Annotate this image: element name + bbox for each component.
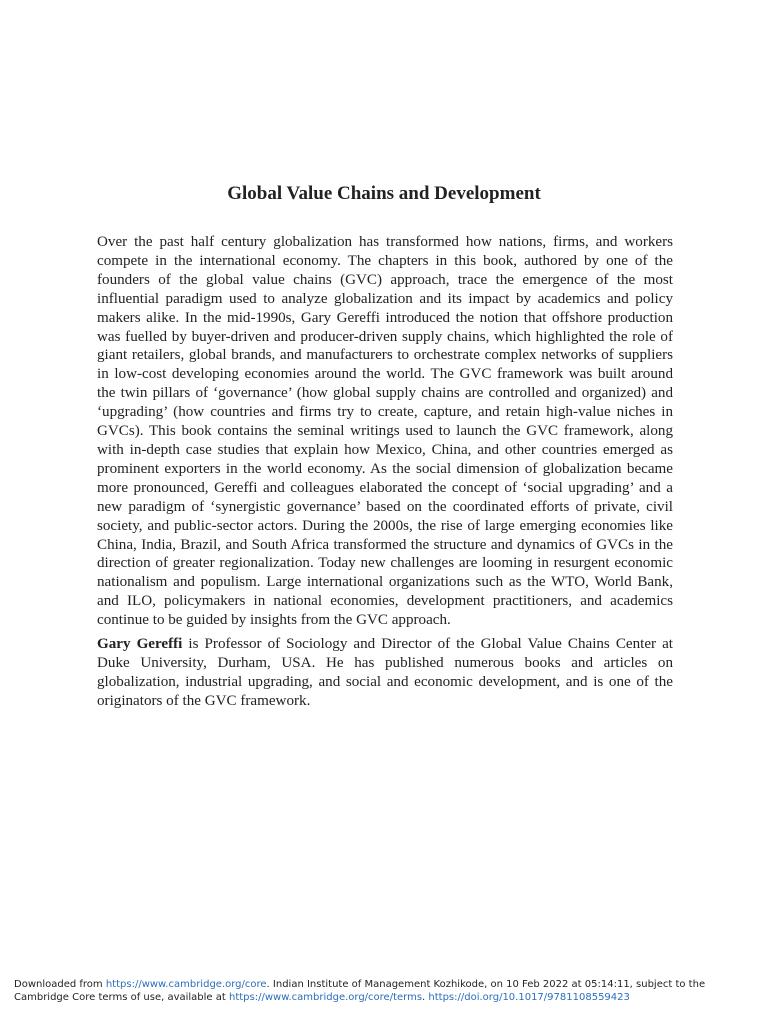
book-description-section xyxy=(97,233,673,716)
footer-terms-suffix: . xyxy=(422,992,429,1003)
footer-downloaded-suffix: . Indian Institute of Management Kozhikode, on 10 Feb 2022 at 05:14:11, subject to the xyxy=(266,979,706,990)
footer-terms-prefix: Cambridge Core terms of use, available at xyxy=(14,992,229,1003)
doi-link[interactable]: https://doi.org/10.1017/9781108559423 xyxy=(428,992,630,1003)
footer-downloaded-prefix: Downloaded from xyxy=(14,979,106,990)
page-title: Global Value Chains and Development xyxy=(227,183,541,204)
footer-line-1 xyxy=(14,978,759,991)
author-bio xyxy=(97,635,673,711)
download-footer xyxy=(14,978,759,1004)
author-bio-text: is Professor of Sociology and Director of the Global Value Chains Center at Duke University, Durham, USA. He has published numerous books and articles on globalization, industrial upgrading, and social and economic development, and is one of the originators of the GVC framework. xyxy=(97,636,673,709)
book-description: Over the past half century globalization has transformed how nations, firms, and workers compete in the international economy. The chapters in this book, authored by one of the founders of the global value chains (GVC) approach, trace the emergence of the most influential paradigm used to analyze globalization and its impact by academics and policy makers alike. In the mid-1990s, Gary Gereffi introduced the notion that offshore production was fuelled by buyer-driven and producer-driven supply chains, which highlighted the role of giant retailers, global brands, and manufacturers to orchestrate complex networks of suppliers in low-cost developing economies around the world. The GVC framework was built around the twin pillars of ‘governance’ (how global supply chains are controlled and organized) and ‘upgrading’ (how countries and firms try to create, capture, and retain high-value niches in GVCs). This book contains the seminal writings used to launch the GVC framework, along with in-depth case studies that explain how Mexico, China, and other countries emerged as prominent exporters in the world economy. As the social dimension of globalization became more pronounced, Gereffi and colleagues elaborated the concept of ‘social upgrading’ and a new paradigm of ‘synergistic governance’ based on the coordinated efforts of private, civil society, and public-sector actors. During the 2000s, the rise of large emerging economies like China, India, Brazil, and South Africa transformed the structure and dynamics of GVCs in the direction of greater regionalization. Today new challenges are looming in resurgent economic nationalism and populism. Large international organizations such as the WTO, World Bank, and ILO, policymakers in national economies, development practitioners, and academics continue to be guided by insights from the GVC approach. xyxy=(97,234,673,629)
terms-link[interactable]: https://www.cambridge.org/core/terms xyxy=(229,992,423,1003)
author-name: Gary Gereffi xyxy=(97,636,183,653)
cambridge-core-link[interactable]: https://www.cambridge.org/core xyxy=(105,979,267,990)
footer-line-2 xyxy=(14,991,759,1004)
